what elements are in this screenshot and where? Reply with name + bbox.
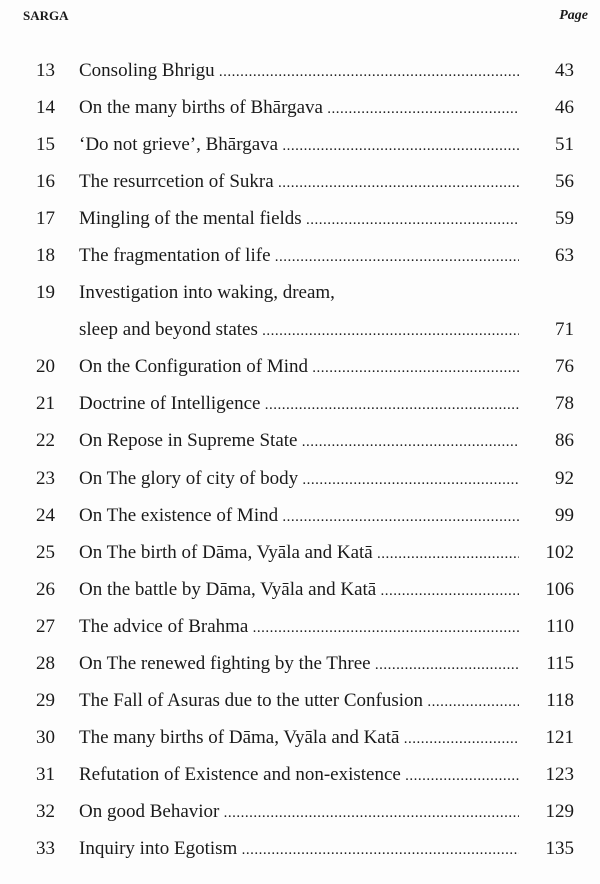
entry-page: 86	[555, 430, 574, 452]
entry-page: 51	[555, 134, 574, 156]
toc-entry	[0, 460, 600, 497]
entry-page: 76	[555, 356, 574, 378]
entry-page: 118	[546, 689, 574, 711]
entry-page: 129	[545, 800, 574, 822]
entry-number: 19	[36, 282, 55, 304]
toc-entry	[0, 608, 600, 645]
entry-title: The Fall of Asuras due to the utter Confusion .....	[79, 682, 519, 721]
entry-title: Refutation of Existence and non-existence .....	[79, 756, 519, 795]
toc-entry	[0, 534, 600, 571]
entry-page: 135	[545, 837, 574, 859]
entry-number: 28	[36, 652, 55, 674]
entry-title: On the many births of Bhārgava .....	[79, 89, 519, 128]
entry-page: 56	[555, 171, 574, 193]
entry-number: 31	[36, 763, 55, 785]
entry-page: 110	[546, 615, 574, 637]
entry-title: On The existence of Mind .....	[79, 497, 519, 536]
toc-entry	[0, 274, 600, 311]
entry-page: 123	[545, 763, 574, 785]
entry-number: 30	[36, 726, 55, 748]
entry-title: Consoling Bhrigu .....	[79, 52, 519, 91]
toc-entry	[0, 645, 600, 682]
toc-entry	[0, 89, 600, 126]
entry-number: 21	[36, 393, 55, 415]
entry-title: On The birth of Dāma, Vyāla and Katā .....	[79, 534, 519, 573]
entry-title: On the battle by Dāma, Vyāla and Katā .....	[79, 571, 519, 610]
entry-number: 15	[36, 134, 55, 156]
entry-page: 102	[545, 541, 574, 563]
entry-number: 29	[36, 689, 55, 711]
toc-entry	[0, 422, 600, 459]
toc-entry	[0, 126, 600, 163]
entry-number: 24	[36, 504, 55, 526]
entry-number: 27	[36, 615, 55, 637]
entry-number: 17	[36, 208, 55, 230]
entry-page: 43	[555, 60, 574, 81]
toc-entry	[0, 237, 600, 274]
entry-title: Doctrine of Intelligence .....	[79, 385, 519, 424]
entry-page: 115	[546, 652, 574, 674]
entry-title: ‘Do not grieve’, Bhārgava .....	[79, 126, 519, 165]
toc-entry	[0, 719, 600, 756]
column-header-page: Page	[559, 8, 588, 23]
entry-page: 78	[555, 393, 574, 415]
entry-number: 18	[36, 245, 55, 267]
toc-entry	[0, 793, 600, 830]
entry-number: 20	[36, 356, 55, 378]
entry-title: Investigation into waking, dream,	[79, 282, 335, 304]
entry-title: The fragmentation of life .....	[79, 237, 519, 276]
entry-number: 23	[36, 467, 55, 489]
toc-entry	[0, 682, 600, 719]
entry-number: 26	[36, 578, 55, 600]
table-of-contents	[0, 52, 600, 867]
toc-entry	[0, 348, 600, 385]
toc-entry	[0, 163, 600, 200]
toc-entry	[0, 497, 600, 534]
entry-title: Inquiry into Egotism .....	[79, 830, 519, 869]
entry-title: On The glory of city of body .....	[79, 460, 519, 499]
entry-number: 33	[36, 837, 55, 859]
entry-page: 99	[555, 504, 574, 526]
entry-page: 46	[555, 97, 574, 119]
entry-title: The resurrcetion of Sukra .....	[79, 163, 519, 202]
entry-title: On good Behavior .....	[79, 793, 519, 832]
toc-entry	[0, 52, 600, 89]
entry-number: 16	[36, 171, 55, 193]
entry-page: 106	[545, 578, 574, 600]
entry-number: 14	[36, 97, 55, 119]
entry-number: 25	[36, 541, 55, 563]
entry-page: 59	[555, 208, 574, 230]
entry-title: The advice of Brahma .....	[79, 608, 519, 647]
entry-title-continuation: sleep and beyond states .....	[79, 311, 519, 350]
entry-number: 22	[36, 430, 55, 452]
entry-title: Mingling of the mental fields .....	[79, 200, 519, 239]
entry-title: On The renewed fighting by the Three .....	[79, 645, 519, 684]
toc-entry-continuation	[0, 311, 600, 348]
toc-entry	[0, 385, 600, 422]
toc-entry	[0, 756, 600, 793]
entry-page: 121	[545, 726, 574, 748]
column-header-sarga: SARGA	[23, 8, 69, 23]
entry-number: 32	[36, 800, 55, 822]
entry-page: 92	[555, 467, 574, 489]
entry-number: 13	[36, 60, 55, 81]
toc-entry	[0, 200, 600, 237]
entry-page: 63	[555, 245, 574, 267]
entry-title: On Repose in Supreme State .....	[79, 422, 519, 461]
entry-title: The many births of Dāma, Vyāla and Katā .....	[79, 719, 519, 758]
toc-entry	[0, 830, 600, 867]
entry-title: On the Configuration of Mind .....	[79, 348, 519, 387]
entry-page: 71	[555, 319, 574, 341]
toc-entry	[0, 571, 600, 608]
